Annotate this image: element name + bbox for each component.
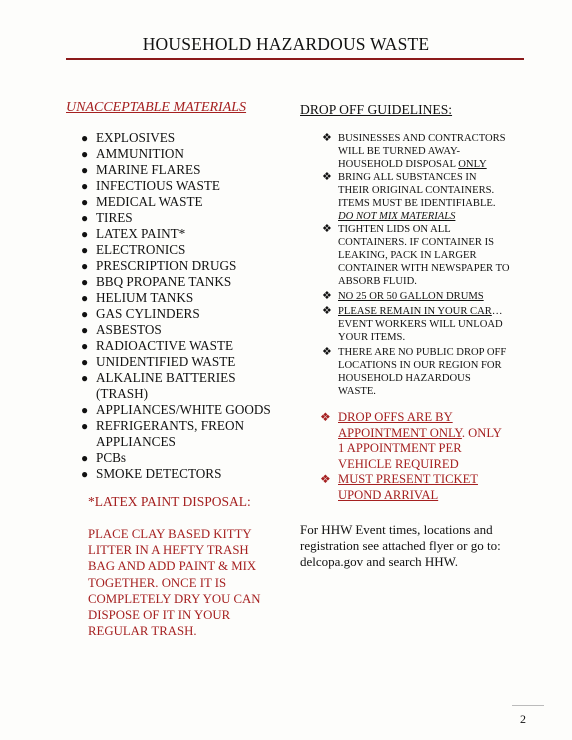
list-item: ● REFRIGERANTS, FREON APPLIANCES — [81, 418, 245, 449]
bullet-icon: ● — [81, 307, 89, 321]
latex-paint-heading: *LATEX PAINT DISPOSAL: — [88, 494, 251, 509]
diamond-bullet-icon: ❖ — [322, 305, 332, 317]
diamond-bullet-icon: ❖ — [322, 132, 332, 144]
bullet-icon: ● — [81, 243, 89, 257]
bullet-icon: ● — [81, 339, 89, 353]
bullet-icon: ● — [81, 131, 89, 145]
list-item: ● BBQ PROPANE TANKS — [81, 274, 232, 289]
list-item: ● PRESCRIPTION DRUGS — [81, 258, 237, 273]
bullet-icon: ● — [81, 227, 89, 241]
diamond-bullet-icon: ❖ — [320, 410, 331, 424]
bullet-icon: ● — [81, 163, 89, 177]
hhw-event-info: For HHW Event times, locations and registration see attached flyer or go to: delcopa.gov and search HHW. — [300, 521, 501, 570]
latex-paint-instructions: PLACE CLAY BASED KITTY LITTER IN A HEFTY TRASH BAG AND ADD PAINT & MIX TOGETHER. ONCE IT IS COMPLETELY DRY YOU CAN DISPOSE OF IT IN YOUR REGULAR TRASH. — [88, 527, 261, 639]
list-item: ● MARINE FLARES — [81, 162, 201, 177]
list-item: ● MEDICAL WASTE — [81, 194, 203, 209]
list-item: ● HELIUM TANKS — [81, 290, 194, 305]
diamond-bullet-icon: ❖ — [322, 346, 332, 358]
list-item: ● ELECTRONICS — [81, 242, 186, 257]
list-item: ● PCBs — [81, 450, 127, 465]
unacceptable-materials-list — [66, 130, 281, 482]
appointment-notices — [300, 410, 510, 504]
diamond-bullet-icon: ❖ — [322, 223, 332, 235]
drop-off-guidelines-section — [300, 102, 510, 571]
unacceptable-materials-section — [66, 100, 281, 639]
list-item: ● ASBESTOS — [81, 322, 162, 337]
do-not-mix-note: DO NOT MIX MATERIALS — [338, 211, 456, 222]
list-item: ● UNIDENTIFIED WASTE — [81, 354, 236, 369]
unacceptable-materials-heading: UNACCEPTABLE MATERIALS — [66, 100, 247, 115]
bullet-icon: ● — [81, 355, 89, 369]
drop-off-guidelines-heading: DROP OFF GUIDELINES: — [300, 102, 453, 117]
bullet-icon: ● — [81, 451, 89, 465]
title-divider — [66, 58, 524, 60]
bullet-icon: ● — [81, 147, 89, 161]
bullet-icon: ● — [81, 179, 89, 193]
bullet-icon: ● — [81, 323, 89, 337]
list-item: ❖ THERE ARE NO PUBLIC DROP OFF LOCATIONS IN OUR REGION FOR HOUSEHOLD HAZARDOUS WASTE. — [322, 346, 507, 397]
list-item: ● APPLIANCES/WHITE GOODS — [81, 402, 271, 417]
bullet-icon: ● — [81, 195, 89, 209]
list-item: ❖ PLEASE REMAIN IN YOUR CAR…EVENT WORKERS WILL UNLOAD YOUR ITEMS. — [322, 305, 503, 343]
list-item: ● EXPLOSIVES — [81, 130, 176, 145]
list-item: ● RADIOACTIVE WASTE — [81, 338, 234, 353]
list-item: ❖ NO 25 OR 50 GALLON DRUMS — [322, 290, 484, 302]
bullet-icon: ● — [81, 291, 89, 305]
bullet-icon: ● — [81, 403, 89, 417]
diamond-bullet-icon: ❖ — [322, 171, 332, 183]
guidelines-list — [300, 132, 510, 398]
bullet-icon: ● — [81, 371, 89, 385]
diamond-bullet-icon: ❖ — [320, 472, 331, 487]
list-item: ❖ DROP OFFS ARE BY APPOINTMENT ONLY. ONLY 1 APPOINTMENT PER VEHICLE REQUIRED — [320, 410, 502, 471]
list-item: ● ALKALINE BATTERIES (TRASH) — [81, 370, 236, 401]
list-item: ● INFECTIOUS WASTE — [81, 178, 220, 193]
bullet-icon: ● — [81, 467, 89, 481]
list-item: ❖ BRING ALL SUBSTANCES IN THEIR ORIGINAL CONTAINERS. ITEMS MUST BE IDENTIFIABLE. DO NOT MIX MATERIALS — [322, 171, 496, 222]
diamond-bullet-icon: ❖ — [322, 290, 332, 302]
list-item: ● LATEX PAINT* — [81, 226, 186, 241]
page-title: HOUSEHOLD HAZARDOUS WASTE — [142, 34, 430, 54]
bullet-icon: ● — [81, 259, 89, 273]
list-item: ● GAS CYLINDERS — [81, 306, 200, 321]
list-item: ● TIRES — [81, 210, 133, 225]
list-item: ❖ MUST PRESENT TICKET UPOND ARRIVAL — [320, 472, 478, 502]
list-item: ❖ TIGHTEN LIDS ON ALL CONTAINERS. IF CONTAINER IS LEAKING, PACK IN LARGER CONTAINER WITH NEWSPAPER TO ABSORB FLUID. — [322, 223, 510, 287]
list-item: ● AMMUNITION — [81, 146, 184, 161]
bullet-icon: ● — [81, 211, 89, 225]
page-number: 2 — [520, 712, 526, 726]
list-item: ● SMOKE DETECTORS — [81, 466, 222, 481]
bullet-icon: ● — [81, 419, 89, 433]
list-item: ❖ BUSINESSES AND CONTRACTORS WILL BE TURNED AWAY-HOUSEHOLD DISPOSAL ONLY — [322, 132, 506, 170]
footer-divider — [512, 705, 544, 706]
bullet-icon: ● — [81, 275, 89, 289]
